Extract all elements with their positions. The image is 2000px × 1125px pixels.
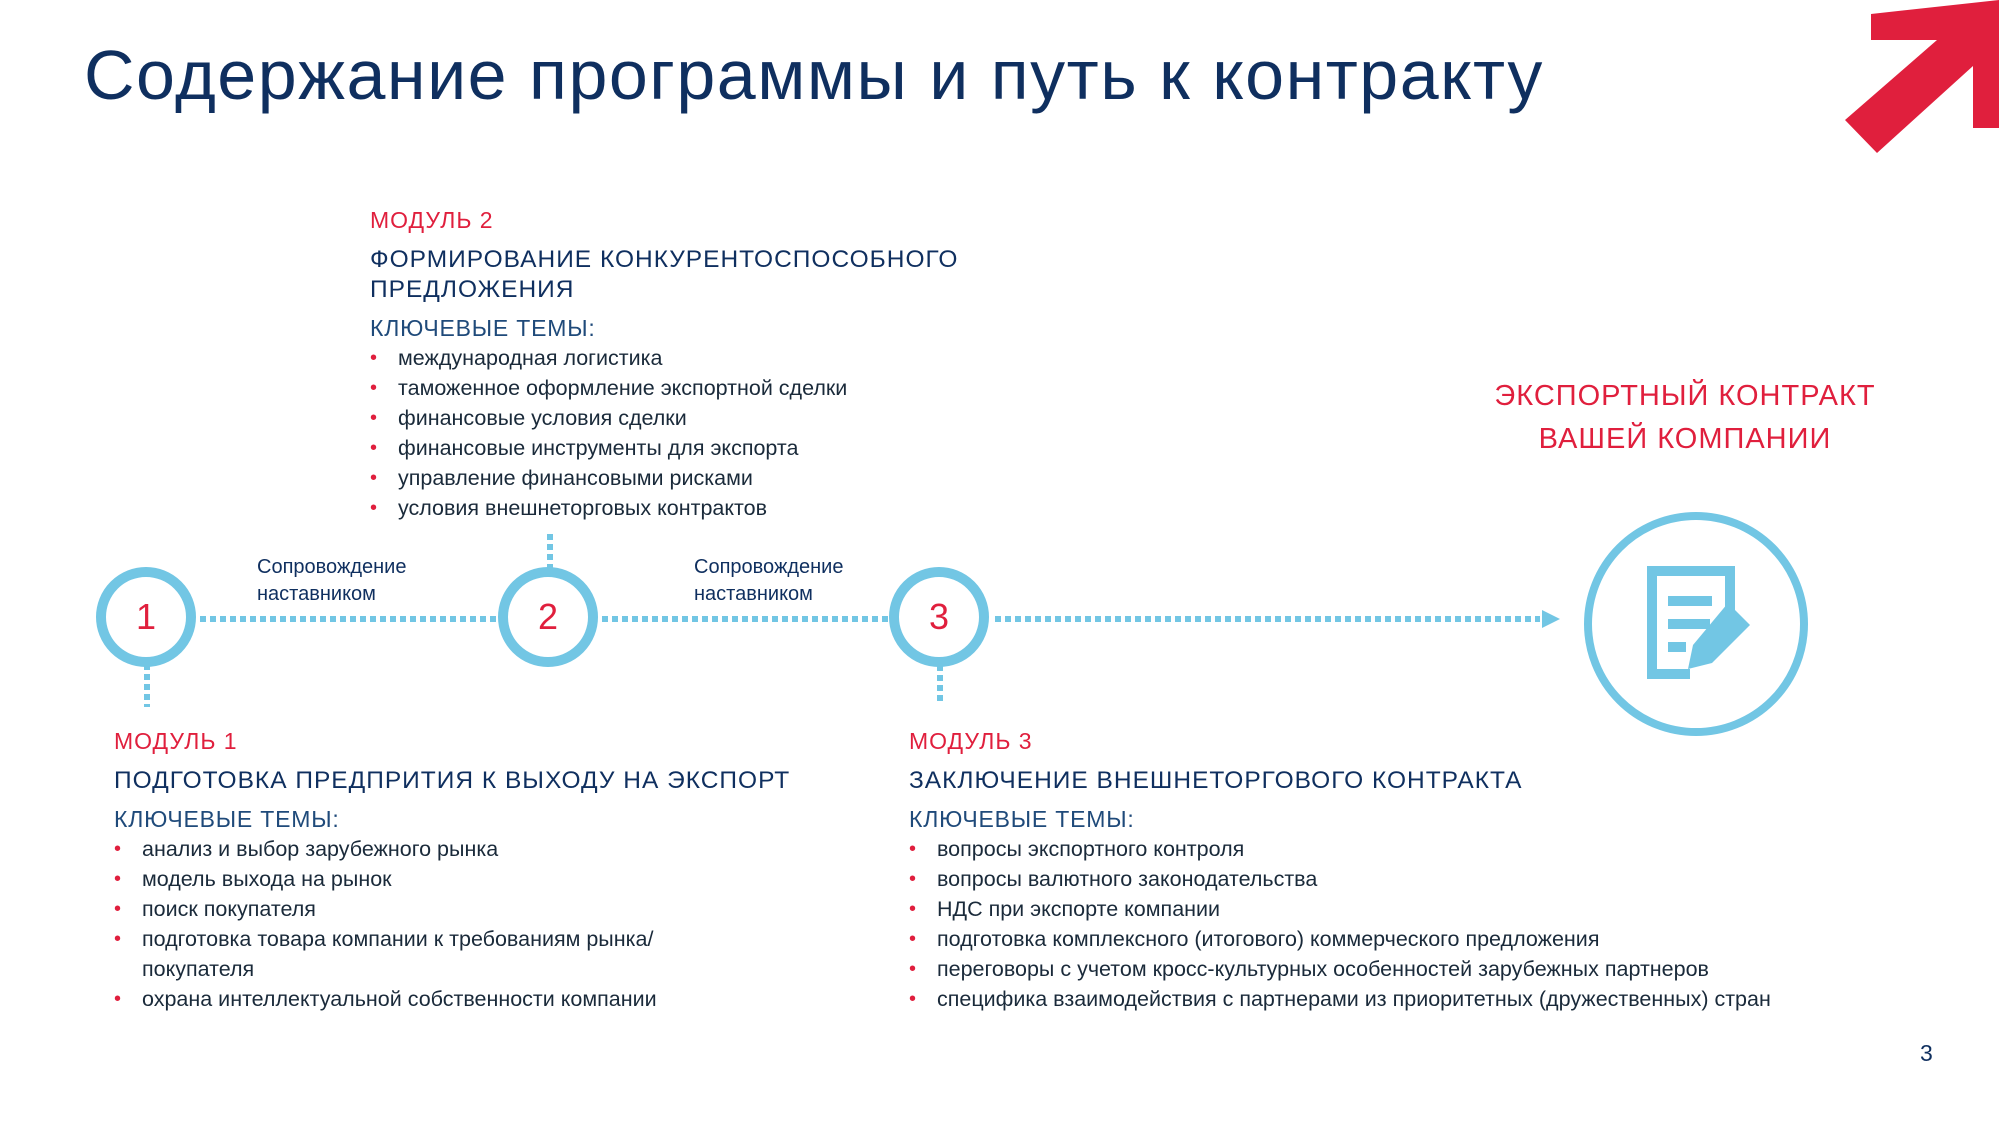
module-1-title: ПОДГОТОВКА ПРЕДПРИТИЯ К ВЫХОДУ НА ЭКСПОРТ — [114, 767, 791, 794]
goal-text: ЭКСПОРТНЫЙ КОНТРАКТ ВАШЕЙ КОМПАНИИ — [1494, 380, 1876, 455]
list-item: • условия внешнеторговых контрактов — [370, 493, 1010, 523]
module-2-title: ФОРМИРОВАНИЕ КОНКУРЕНТОСПОСОБНОГО ПРЕДЛОЖЕНИЯ — [370, 246, 959, 303]
arrow-head-icon — [1542, 610, 1560, 628]
list-item: • международная логистика — [370, 343, 1010, 373]
page-number: 3 — [1920, 1040, 1933, 1066]
list-item: • охрана интеллектуальной собственности компании — [114, 984, 674, 1014]
list-item: • НДС при экспорте компании — [909, 894, 1909, 924]
mentor-label-2: Сопровождение наставником — [694, 556, 844, 605]
list-item: • вопросы экспортного контроля — [909, 834, 1909, 864]
module-1 — [114, 726, 834, 1014]
list-item: • модель выхода на рынок — [114, 864, 674, 894]
list-item: • подготовка комплексного (итогового) коммерческого предложения — [909, 924, 1909, 954]
step-3-number: 3 — [928, 596, 950, 637]
module-3 — [909, 726, 1909, 1014]
list-item: • финансовые инструменты для экспорта — [370, 433, 1010, 463]
list-item: • анализ и выбор зарубежного рынка — [114, 834, 674, 864]
module-1-label: МОДУЛЬ 1 — [114, 728, 238, 754]
list-item: • финансовые условия сделки — [370, 403, 1010, 433]
module-2-topics — [370, 343, 1010, 523]
module-2-label: МОДУЛЬ 2 — [370, 207, 494, 233]
list-item: • таможенное оформление экспортной сделки — [370, 373, 1010, 403]
module-3-subtitle: КЛЮЧЕВЫЕ ТЕМЫ: — [909, 806, 1135, 832]
list-item: • специфика взаимодействия с партнерами из приоритетных (дружественных) стран — [909, 984, 1909, 1014]
list-item: • подготовка товара компании к требованиям рынка/покупателя — [114, 924, 674, 984]
module-2-subtitle: КЛЮЧЕВЫЕ ТЕМЫ: — [370, 315, 596, 341]
module-1-topics — [114, 834, 674, 1014]
list-item: • поиск покупателя — [114, 894, 674, 924]
step-2-number: 2 — [537, 596, 559, 637]
list-item: • управление финансовыми рисками — [370, 463, 1010, 493]
module-3-title: ЗАКЛЮЧЕНИЕ ВНЕШНЕТОРГОВОГО КОНТРАКТА — [909, 767, 1523, 794]
module-2 — [370, 205, 1010, 523]
module-1-subtitle: КЛЮЧЕВЫЕ ТЕМЫ: — [114, 806, 340, 832]
list-item: • переговоры с учетом кросс-культурных особенностей зарубежных партнеров — [909, 954, 1909, 984]
module-3-topics — [909, 834, 1909, 1014]
page-title: Содержание программы и путь к контракту — [84, 36, 1544, 114]
module-3-label: МОДУЛЬ 3 — [909, 728, 1033, 754]
mentor-label-1: Сопровождение наставником — [257, 556, 407, 605]
list-item: • вопросы валютного законодательства — [909, 864, 1909, 894]
step-1-number: 1 — [135, 596, 157, 637]
